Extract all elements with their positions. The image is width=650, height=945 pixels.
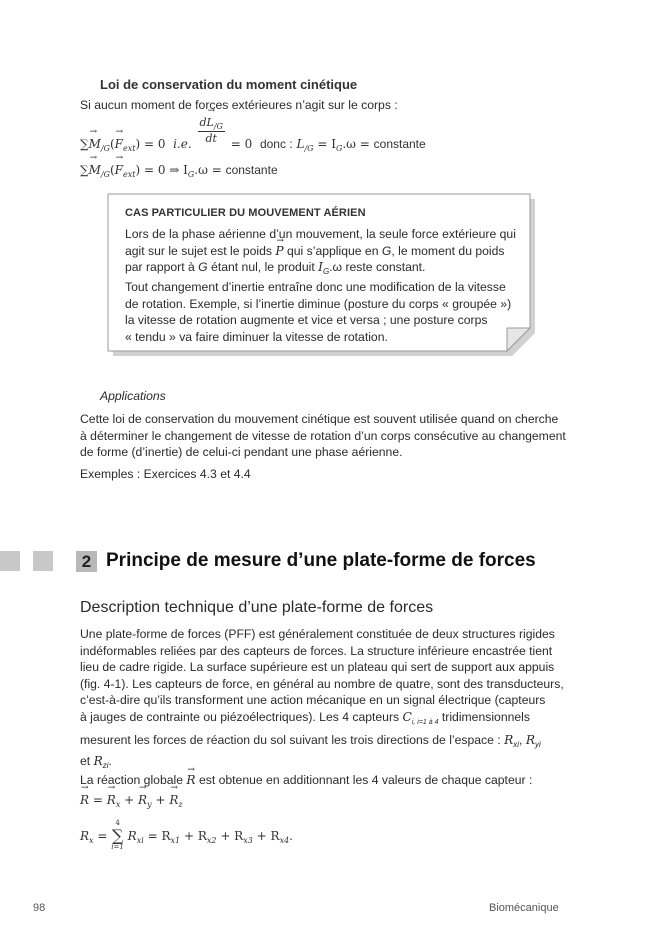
page-number: 98 — [33, 902, 46, 914]
derivative-fraction: $\frac{d\to L_{/G}}{dt}$ — [198, 116, 225, 145]
decor-square-1 — [0, 551, 20, 571]
weight-vector: → P — [275, 243, 283, 260]
summation-block: 4 ∑ i=1 — [111, 819, 124, 851]
box-paragraph-2: Tout changement d’inertie entraîne donc une modification de la vitesse de rotation. Exemple, si l’inertie diminue (posture du corps « groupée ») la vitesse de rotation augmente et vice et versa ; une posture corps « tendu » va faire diminuer la vitesse de rotation. — [125, 280, 512, 344]
description-paragraph: Une plate-forme de forces (PFF) est généralement constituée de deux structures rigides indéformables reliées par des capteurs de forces. La structure inférieure encastrée tient lieu de cadre rigide. La surface supérieure est un plateau qui sert de support aux appuis (fig. 4-1). Les capteurs de force, en général au nombre de quatre, sont des transducteurs, c’est-à-dire qu’ils transforment une action mécanique en un signal électrique (capteurs à jauges de contrainte ou piézoélectriques). Les 4 capteurs $C_{i, i=1 à 4}$ tridimensionnels mesurent les forces de réaction du sol suivant les trois directions de l’espace : $R_{xi}$, $R_{yi}$ et $R_{zi}$. — [80, 627, 564, 771]
decor-square-2 — [33, 551, 53, 571]
global-reaction-text: La réaction globale → R est obtenue en additionnant les 4 valeurs de chaque capteur : — [80, 772, 532, 789]
intro-text: Si aucun moment de forces extérieures n’agit sur le corps : — [80, 98, 398, 112]
equation-conservation-2: ∑→ $M_{/G}(\to F_{ext}) = 0$ ⇒ $I_G.\omega$ = constante — [80, 163, 278, 179]
equation-vector-sum: → R = → $R_x$ + → $R_y$ + → $R_z$ — [80, 793, 183, 809]
moment-subscript: /G — [100, 144, 110, 153]
moment-symbol: → M — [89, 137, 101, 151]
constante-text: constante — [373, 137, 426, 151]
subsection-title: Description technique d’une plate-forme de forces — [80, 599, 434, 616]
equation-conservation-1: ∑→ $M_{/G}(\to F_{ext}) = 0$ i.e. $\frac{d\to L_{/G}}{dt}$ = 0 donc : $L_{/G} = I_G.\omega$ = constante — [80, 118, 426, 158]
equation-component-sum: $R_x$ = 4 ∑ i=1 $R_{xi} = R_{x1} + R_{x2} + R_{x3} + R_{x4}$. — [80, 819, 293, 851]
section-title: Principe de mesure d’une plate-forme de forces — [106, 550, 536, 571]
section-number-badge: 2 — [76, 551, 97, 572]
ie-text: i.e. — [173, 137, 192, 151]
force-symbol: → F — [115, 137, 123, 151]
applications-text: Cette loi de conservation du mouvement cinétique est souvent utilisée quand on cherche à déterminer le changement de vitesse de rotation d’un corps consécutive au changement de forme (d’inertie) de celui-ci pendant une phase aérienne. — [80, 412, 566, 460]
box-title: CAS PARTICULIER DU MOUVEMENT AÉRIEN — [125, 207, 366, 219]
donc-text: donc : — [259, 137, 293, 151]
angular-momentum-symbol: L — [296, 137, 305, 151]
box-paragraph-1: Lors de la phase aérienne d’un mouvement, la seule force extérieure qui agit sur le sujet est le poids → P qui s’applique en G, le moment du poids par rapport à G étant nul, le produit $I_G.\omega$ reste constant. — [125, 226, 535, 281]
section-heading-conservation: Loi de conservation du moment cinétique — [100, 77, 358, 92]
force-subscript: ext — [122, 144, 136, 153]
sigma-symbol: ∑ — [80, 137, 89, 151]
applications-heading: Applications — [100, 389, 166, 403]
examples-text: Exemples : Exercices 4.3 et 4.4 — [80, 467, 251, 481]
equals-zero: ) = 0 — [135, 137, 166, 151]
equals-zero-2: = 0 — [230, 137, 253, 151]
book-title: Biomécanique — [489, 902, 559, 914]
